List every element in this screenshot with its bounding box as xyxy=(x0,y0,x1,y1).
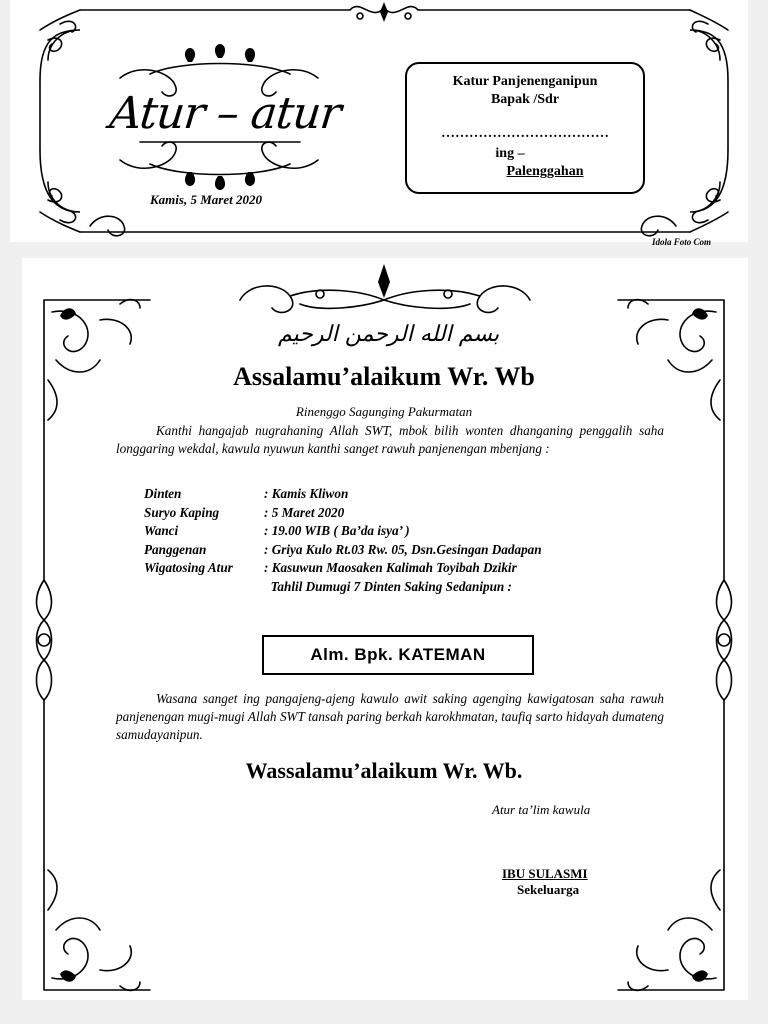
bismillah-calligraphy: بسم الله الرحمن الرحيم xyxy=(278,322,500,347)
detail-value: : Griya Kulo Rt.03 Rw. 05, Dsn.Gesingan Dadapan xyxy=(264,541,542,557)
greeting-heading: Assalamu’alaikum Wr. Wb xyxy=(233,362,535,391)
address-line-2: Bapak /Sdr xyxy=(490,92,560,107)
studio-credit: Idola Foto Com xyxy=(652,237,712,247)
closing-paragraph: Wasana sanget ing pangajeng-ajeng kawulo awit saking agenging kawigatosan saha rawuh panjenengan mugi-mugi Allah SWT tansah paring berkah karokhmatan, taufiq sarto hidayah dumateng samudayanipun. xyxy=(116,691,664,742)
detail-label: Wigatosing Atur xyxy=(144,560,233,576)
detail-label: Suryo Kaping xyxy=(144,504,220,520)
detail-label: Dinten xyxy=(144,486,182,501)
deceased-name-box: Alm. Bpk. KATEMAN xyxy=(262,635,534,675)
detail-value: : Kasuwun Maosaken Kalimah Toyibah Dzikir xyxy=(264,560,517,576)
letter-subtitle: Rinenggo Sagunging Pakurmatan xyxy=(295,404,473,419)
address-line-1: Katur Panjenenganipun xyxy=(452,74,598,89)
detail-label: Panggenan xyxy=(144,541,207,557)
envelope-title: Atur – atur xyxy=(107,88,343,139)
detail-value: : 19.00 WIB ( Ba’da isya’ ) xyxy=(264,523,410,539)
address-dots: ……………………………… xyxy=(441,126,609,141)
detail-row xyxy=(144,542,542,561)
address-line-4: ing – xyxy=(495,146,525,161)
detail-row xyxy=(144,579,542,598)
detail-value: Tahlil Dumugi 7 Dinten Saking Sedanipun : xyxy=(264,578,512,594)
address-line-5: Palenggahan xyxy=(506,164,584,179)
detail-label: Wanci xyxy=(144,523,179,539)
detail-label xyxy=(144,579,264,598)
detail-row xyxy=(144,486,542,505)
signature-name: IBU SULASMI xyxy=(502,866,588,881)
detail-row xyxy=(144,505,542,524)
detail-row xyxy=(144,523,542,542)
detail-value: : 5 Maret 2020 xyxy=(264,504,345,520)
detail-value: : Kamis Kliwon xyxy=(264,486,349,501)
intro-paragraph: Kanthi hangajab nugrahaning Allah SWT, mbok bilih wonten dhanganing penggalih saha longgaring wekdal, kawula nyuwun kanthi sanget rawuh panjenengan mbenjang : xyxy=(116,423,664,456)
signature-intro: Atur ta’lim kawula xyxy=(492,802,591,817)
envelope-date: Kamis, 5 Maret 2020 xyxy=(150,192,262,207)
event-details-table xyxy=(144,486,542,598)
signature-family: Sekeluarga xyxy=(517,882,580,897)
farewell-heading: Wassalamu’alaikum Wr. Wb. xyxy=(245,758,523,783)
detail-row xyxy=(144,560,542,579)
